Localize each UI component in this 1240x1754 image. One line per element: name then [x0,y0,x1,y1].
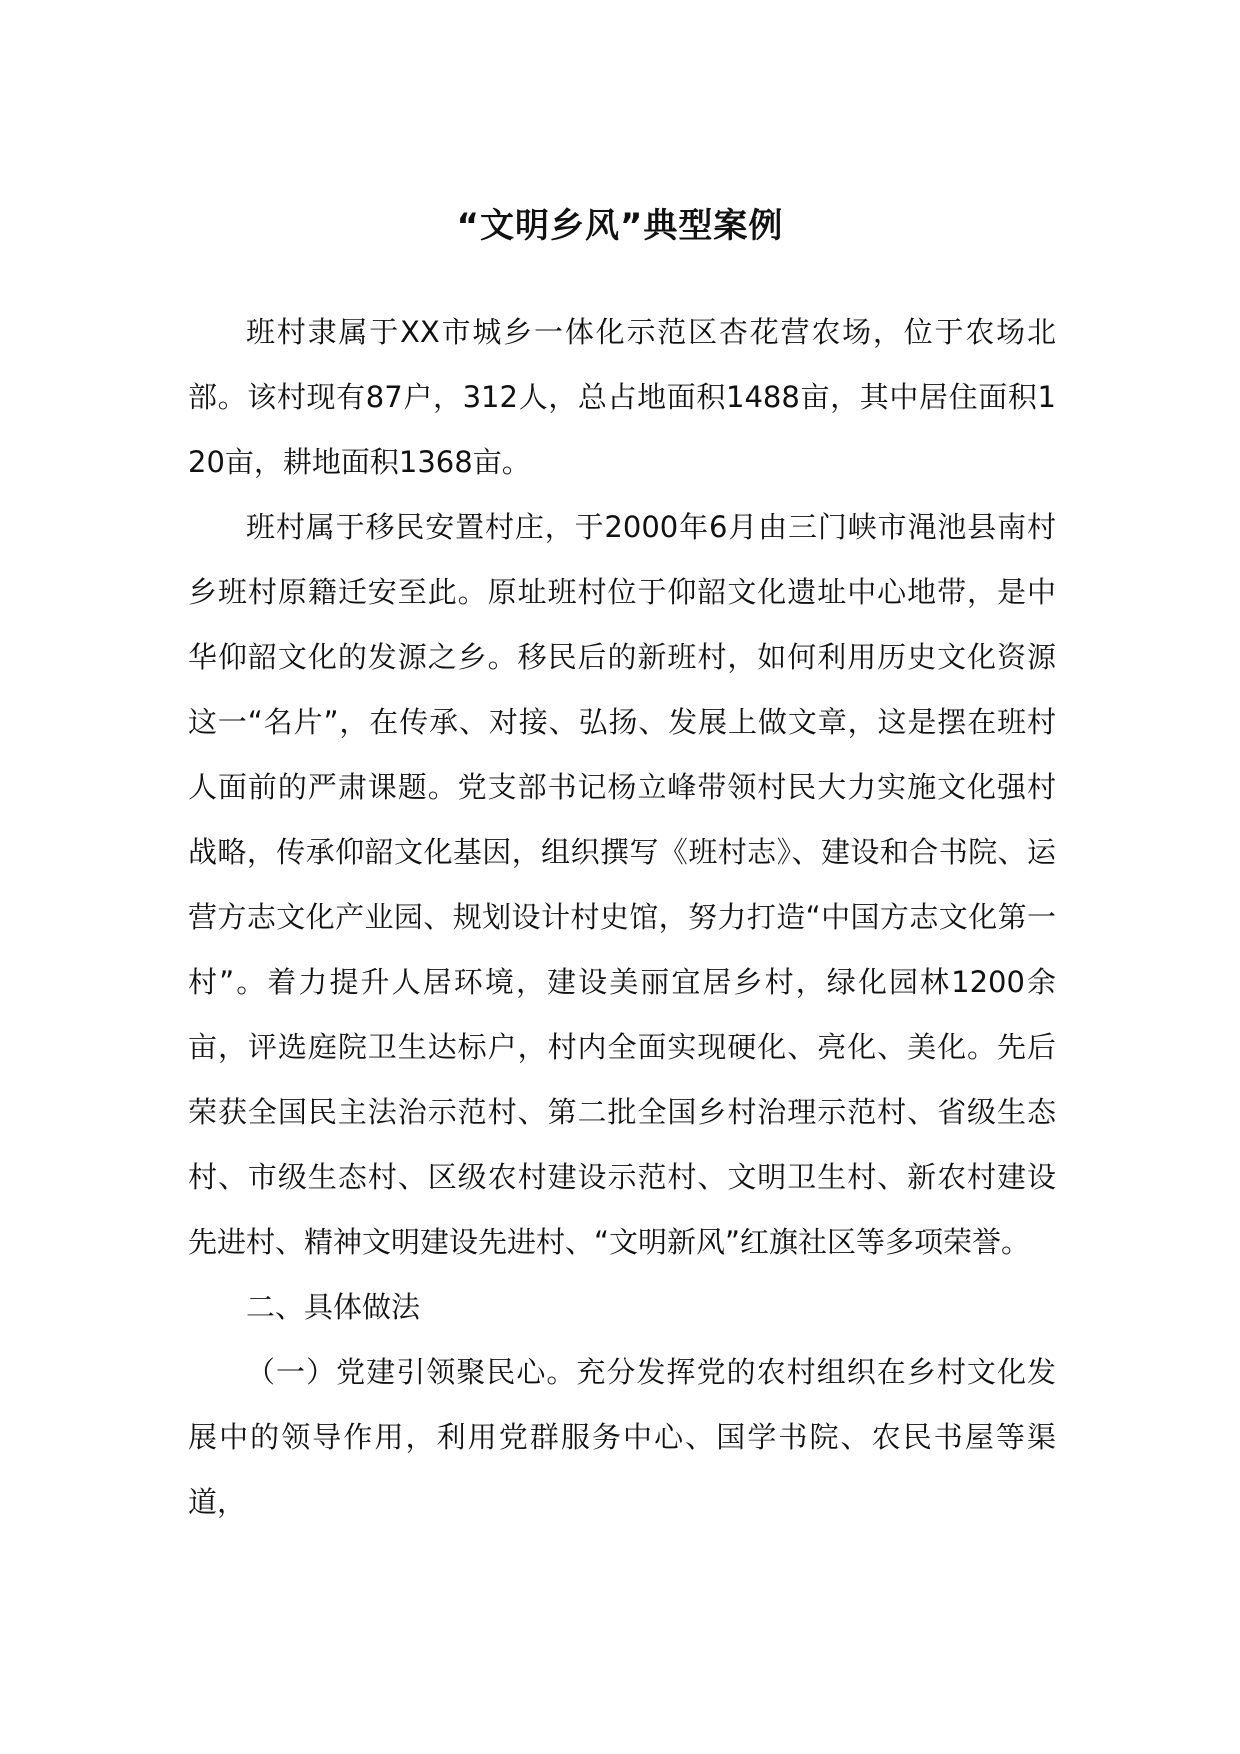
paragraph-party-building: （一）党建引领聚民心。充分发挥党的农村组织在乡村文化发展中的领导作用，利用党群服务中心、国学书院、农民书屋等渠道， [188,1355,1056,1519]
document-title: “文明乡风”典型案例 [456,206,784,246]
section-heading-specific-methods: 二、具体做法 [246,1290,421,1324]
paragraph-village-history: 班村属于移民安置村庄，于2000年6月由三门峡市渑池县南村乡班村原籍迁安至此。原址班村位于仰韶文化遗址中心地带，是中华仰韶文化的发源之乡。移民后的新班村，如何利用历史文化资源这一“名片”，在传承、对接、弘扬、发展上做文章，这是摆在班村人面前的严肃课题。党支部书记杨立峰带领村民大力实施文化强村战略，传承仰韶文化基因，组织撰写《班村志》、建设和合书院、运营方志文化产业园、规划设计村史馆，努力打造“中国方志文化第一村”。着力提升人居环境，建设美丽宜居乡村，绿化园林1200余亩，评选庭院卫生达标户，村内全面实现硬化、亮化、美化。先后荣获全国民主法治示范村、第二批全国乡村治理示范村、省级生态村、市级生态村、区级农村建设示范村、文明卫生村、新农村建设先进村、精神文明建设先进村、“文明新风”红旗社区等多项荣誉。 [188,510,1056,1259]
paragraph-village-overview: 班村隶属于XX市城乡一体化示范区杏花营农场，位于农场北部。该村现有87户，312人，总占地面积1488亩，其中居住面积120亩，耕地面积1368亩。 [188,315,1056,479]
document-body [188,300,1056,1535]
